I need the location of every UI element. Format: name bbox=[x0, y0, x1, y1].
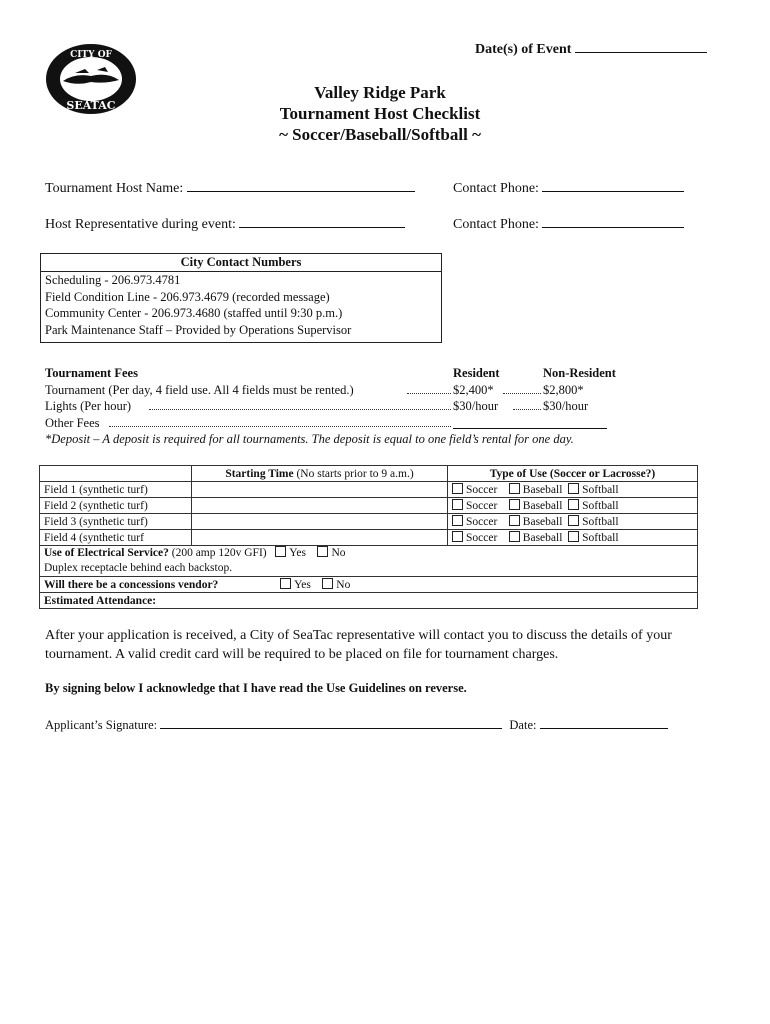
field-label: Field 4 (synthetic turf bbox=[40, 530, 192, 546]
seal-bottom-text: SEATAC bbox=[66, 99, 116, 112]
host-rep-field[interactable] bbox=[239, 227, 405, 228]
contact-scheduling: Scheduling - 206.973.4781 bbox=[45, 273, 181, 287]
title-checklist: Tournament Host Checklist bbox=[279, 104, 481, 123]
tournament-fees bbox=[45, 365, 645, 448]
checkbox-softball[interactable] bbox=[568, 483, 579, 494]
signature-row bbox=[45, 718, 668, 733]
fees-header: Tournament Fees bbox=[45, 366, 138, 380]
type-of-use-cell: Soccer Baseball Softball bbox=[448, 498, 698, 514]
type-of-use-header: Type of Use (Soccer or Lacrosse?) bbox=[448, 466, 698, 482]
electrical-yes-checkbox[interactable] bbox=[275, 546, 286, 557]
fee-resident: $2,400* bbox=[453, 382, 494, 397]
concessions-yes-checkbox[interactable] bbox=[280, 578, 291, 589]
type-of-use-cell: Soccer Baseball Softball bbox=[448, 514, 698, 530]
contact-phone-label: Contact Phone: bbox=[453, 181, 539, 196]
field-label: Field 2 (synthetic turf) bbox=[40, 498, 192, 514]
signature-date-field[interactable] bbox=[540, 728, 668, 729]
checkbox-baseball[interactable] bbox=[509, 515, 520, 526]
table-row bbox=[40, 530, 698, 546]
host-rep-label: Host Representative during event: bbox=[45, 217, 236, 232]
starting-time-cell[interactable] bbox=[192, 482, 448, 498]
checkbox-soccer[interactable] bbox=[452, 515, 463, 526]
electrical-label: Use of Electrical Service? bbox=[44, 547, 169, 559]
type-of-use-cell: Soccer Baseball Softball bbox=[448, 482, 698, 498]
fee-label: Tournament (Per day, 4 field use. All 4 fields must be rented.) bbox=[45, 382, 354, 397]
resident-header: Resident bbox=[453, 366, 500, 380]
table-row bbox=[40, 498, 698, 514]
fee-resident: $30/hour bbox=[453, 399, 499, 413]
contact-field-condition: Field Condition Line - 206.973.4679 (recorded message) bbox=[45, 289, 330, 304]
fee-nonresident: $30/hour bbox=[543, 399, 589, 413]
contact-phone2-label: Contact Phone: bbox=[453, 217, 539, 232]
contact-community-center: Community Center - 206.973.4680 (staffed until 9:30 p.m.) bbox=[45, 306, 343, 320]
other-fees-field[interactable] bbox=[453, 418, 607, 429]
signature-label: Applicant’s Signature: bbox=[45, 718, 158, 732]
dates-of-event bbox=[475, 42, 707, 58]
host-name-label: Tournament Host Name: bbox=[45, 181, 184, 196]
city-contacts-header: City Contact Numbers bbox=[41, 254, 441, 272]
date-label: Date: bbox=[509, 718, 537, 732]
checkbox-soccer[interactable] bbox=[452, 499, 463, 510]
field-label: Field 1 (synthetic turf) bbox=[40, 482, 192, 498]
nonresident-header: Non-Resident bbox=[543, 366, 616, 380]
host-name-row bbox=[45, 181, 415, 197]
electrical-no-checkbox[interactable] bbox=[317, 546, 328, 557]
city-seatac-seal bbox=[45, 43, 137, 115]
checkbox-soccer[interactable] bbox=[452, 483, 463, 494]
concessions-no-checkbox[interactable] bbox=[322, 578, 333, 589]
deposit-note: *Deposit – A deposit is required for all tournaments. The deposit is equal to one field’s rental for one day. bbox=[45, 432, 574, 446]
fee-label: Other Fees bbox=[45, 415, 100, 430]
seal-top-text: CITY OF bbox=[70, 50, 112, 60]
fee-label: Lights (Per hour) bbox=[45, 399, 132, 413]
acknowledge-text: By signing below I acknowledge that I have read the Use Guidelines on reverse. bbox=[45, 681, 467, 695]
checkbox-soccer[interactable] bbox=[452, 531, 463, 542]
checkbox-softball[interactable] bbox=[568, 499, 579, 510]
concessions-label: Will there be a concessions vendor? bbox=[44, 578, 219, 591]
contact-phone-field[interactable] bbox=[542, 191, 684, 192]
table-row bbox=[40, 482, 698, 498]
signature-field[interactable] bbox=[160, 728, 502, 729]
checkbox-baseball[interactable] bbox=[509, 531, 520, 542]
contact-phone2-row bbox=[453, 217, 684, 233]
attendance-label: Estimated Attendance: bbox=[44, 594, 157, 607]
electrical-note: (200 amp 120v GFI) bbox=[171, 547, 267, 559]
starting-time-cell[interactable] bbox=[192, 530, 448, 546]
fee-row-tournament bbox=[45, 382, 645, 399]
host-rep-row bbox=[45, 217, 405, 233]
electrical-detail: Duplex receptacle behind each backstop. bbox=[44, 562, 233, 574]
fee-row-lights bbox=[45, 398, 645, 415]
concessions-row: Will there be a concessions vendor? Yes No bbox=[40, 577, 698, 593]
dates-field[interactable] bbox=[575, 52, 707, 53]
contact-park-maintenance: Park Maintenance Staff – Provided by Operations Supervisor bbox=[45, 322, 352, 337]
fields-table bbox=[39, 465, 698, 609]
attendance-row bbox=[40, 593, 698, 609]
after-application-text: After your application is received, a City of SeaTac representative will contact you to discuss the details of your tournament. A valid credit card will be required to be placed on file for tournament charges. bbox=[45, 628, 672, 662]
checkbox-softball[interactable] bbox=[568, 515, 579, 526]
table-row bbox=[40, 514, 698, 530]
field-label: Field 3 (synthetic turf) bbox=[40, 514, 192, 530]
title-park: Valley Ridge Park bbox=[314, 83, 446, 102]
starting-time-cell[interactable] bbox=[192, 514, 448, 530]
checkbox-baseball[interactable] bbox=[509, 499, 520, 510]
starting-time-header: Starting Time (No starts prior to 9 a.m.) bbox=[192, 466, 448, 482]
host-name-field[interactable] bbox=[187, 191, 415, 192]
starting-time-cell[interactable] bbox=[192, 498, 448, 514]
checkbox-baseball[interactable] bbox=[509, 483, 520, 494]
city-contacts-box bbox=[40, 253, 442, 343]
fee-nonresident: $2,800* bbox=[543, 382, 584, 397]
title-block bbox=[180, 82, 580, 145]
dates-label: Date(s) of Event bbox=[475, 42, 572, 57]
fee-row-other bbox=[45, 415, 645, 432]
contact-phone-row bbox=[453, 181, 684, 197]
checkbox-softball[interactable] bbox=[568, 531, 579, 542]
title-sports: ~ Soccer/Baseball/Softball ~ bbox=[279, 125, 481, 144]
electrical-row: Use of Electrical Service? (200 amp 120v GFI) Yes No Duplex receptacle behind each backstop. bbox=[40, 546, 698, 577]
type-of-use-cell: Soccer Baseball Softball bbox=[448, 530, 698, 546]
contact-phone2-field[interactable] bbox=[542, 227, 684, 228]
